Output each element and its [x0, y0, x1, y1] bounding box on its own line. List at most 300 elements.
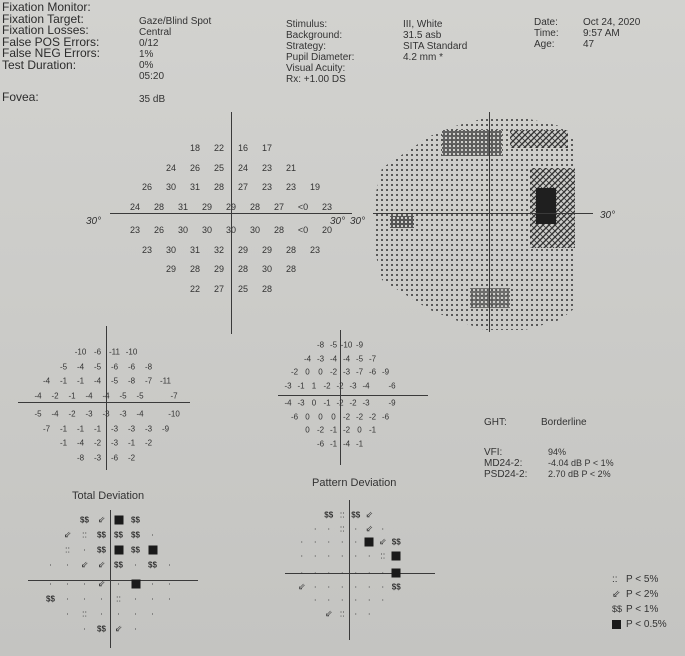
param-value-1: Central — [139, 27, 172, 38]
pattern-dev-cell: -2 — [316, 425, 325, 435]
total-dev-cell: -5 — [93, 362, 102, 371]
normal-dot-icon: · — [100, 593, 103, 604]
pattern-dev-cell: -6 — [316, 439, 325, 448]
normal-dot-icon: · — [83, 593, 86, 604]
total-dev-cell: -6 — [93, 347, 102, 357]
total-dev-cell: -2 — [93, 438, 102, 448]
threshold-cell: 28 — [261, 283, 273, 294]
threshold-cell: <0 — [297, 201, 309, 212]
threshold-cell: 24 — [165, 162, 177, 173]
total-dev-cell: -2 — [68, 409, 76, 419]
normal-dot-icon: · — [327, 550, 331, 560]
date-label-1: Time: — [534, 28, 559, 39]
dots-symbol-icon: :: — [612, 574, 618, 585]
normal-dot-icon: · — [340, 550, 344, 560]
normal-dot-icon: · — [134, 559, 137, 570]
total-dev-cell: -4 — [51, 409, 59, 419]
normal-dot-icon: · — [300, 536, 304, 547]
p05-square-icon — [392, 551, 401, 560]
normal-dot-icon: · — [367, 608, 371, 618]
date-label-0: Date: — [534, 17, 558, 28]
pattern-dev-cell: -7 — [355, 367, 364, 377]
normal-dot-icon: · — [354, 550, 358, 560]
p05-square-icon — [148, 546, 157, 555]
total-dev-cell: -11 — [160, 376, 171, 386]
pattern-dev-cell: -1 — [329, 439, 338, 448]
total-dev-cell: -3 — [127, 424, 136, 433]
pattern-dev-cell: -2 — [336, 381, 344, 390]
total-dev-cell: -3 — [110, 424, 119, 433]
p2-arrow-icon: ⇙ — [97, 514, 106, 525]
total-dev-cell: -2 — [127, 453, 136, 462]
pattern-prob-h-axis — [285, 573, 435, 574]
normal-dot-icon: · — [151, 608, 154, 619]
threshold-cell: 29 — [225, 201, 237, 212]
total-dev-cell: -5 — [119, 391, 127, 400]
date-value-0: Oct 24, 2020 — [583, 17, 641, 28]
normal-dot-icon: · — [134, 593, 137, 604]
normal-dot-icon: · — [66, 608, 69, 619]
threshold-cell: 28 — [285, 244, 297, 255]
threshold-cell: 24 — [237, 162, 249, 173]
normal-dot-icon: · — [83, 544, 86, 555]
param-value-6: 35 dB — [139, 94, 166, 105]
param-value-3: 1% — [139, 49, 154, 60]
pattern-dev-cell: -4 — [284, 398, 292, 408]
total-dev-cell: -7 — [42, 424, 51, 433]
total-dev-cell: -10 — [125, 347, 138, 357]
stim-label-0: Stimulus: — [286, 19, 328, 30]
date-label-2: Age: — [534, 39, 555, 50]
param-label-2: Fixation Losses: — [2, 23, 89, 37]
param-value-2: 0/12 — [139, 38, 159, 49]
pattern-dev-cell: -9 — [388, 398, 396, 408]
grayscale-v-axis — [489, 112, 490, 332]
pattern-dev-cell: -1 — [368, 425, 377, 435]
legend-p2: ⇙ P < 2% — [612, 589, 659, 600]
total-dev-cell: -3 — [144, 424, 153, 433]
threshold-deg-right: 30° — [330, 216, 346, 227]
threshold-cell: 28 — [237, 264, 249, 274]
normal-dot-icon: · — [134, 608, 137, 619]
total-dev-cell: -7 — [144, 376, 153, 386]
total-dev-cell: -1 — [127, 438, 136, 448]
p2-arrow-icon: ⇙ — [63, 529, 72, 540]
total-dev-cell: -4 — [76, 438, 85, 448]
p1-cross-icon: $$ — [351, 510, 361, 520]
grayscale-deg-left: 30° — [350, 216, 366, 227]
pattern-dev-cell: -4 — [362, 381, 370, 390]
total-dev-cell: -1 — [59, 376, 68, 386]
param-label-5: Test Duration: — [2, 57, 77, 72]
normal-dot-icon: · — [151, 529, 154, 540]
param-label-0: Fixation Monitor: — [2, 0, 91, 14]
ght-value: Borderline — [541, 417, 587, 428]
pattern-dev-cell: 0 — [305, 412, 310, 421]
p2-arrow-icon: ⇙ — [114, 623, 123, 634]
p1-cross-icon: $$ — [80, 515, 89, 525]
pattern-dev-cell: -2 — [349, 398, 357, 408]
param-value-5: 05:20 — [139, 71, 165, 82]
p1-cross-icon: $$ — [391, 537, 401, 547]
threshold-cell: 32 — [213, 244, 225, 255]
total-dev-cell: -5 — [34, 409, 42, 419]
total-dev-cell: -4 — [93, 376, 102, 386]
ght-label: GHT: — [484, 417, 507, 428]
p1-cross-icon: $$ — [324, 510, 334, 520]
pattern-dev-cell: 0 — [305, 425, 310, 435]
pattern-dev-cell: -3 — [297, 398, 305, 408]
threshold-cell: 23 — [141, 244, 153, 255]
pattern-dev-cell: -1 — [329, 425, 338, 435]
p1-cross-icon: $$ — [46, 594, 55, 604]
total-dev-cell: -3 — [102, 409, 110, 419]
threshold-cell: 31 — [177, 201, 189, 212]
arrow-symbol-icon: ⇙ — [612, 589, 621, 600]
pattern-dev-cell: -8 — [316, 340, 325, 350]
total-dev-cell: -8 — [76, 453, 85, 462]
index-value-2: 2.70 dB P < 2% — [548, 469, 611, 479]
normal-dot-icon: · — [367, 567, 371, 578]
normal-dot-icon: · — [354, 536, 358, 547]
total-dev-cell: -3 — [119, 409, 127, 419]
total-dev-cell: -10 — [168, 409, 180, 419]
threshold-cell: 30 — [225, 225, 237, 235]
param-value-0: Gaze/Blind Spot — [139, 16, 212, 27]
threshold-cell: 28 — [249, 201, 261, 212]
total-dev-cell: -1 — [59, 438, 68, 448]
threshold-cell: 30 — [201, 225, 213, 235]
pattern-dev-cell: -5 — [355, 354, 364, 363]
stim-value-3: 4.2 mm * — [403, 52, 444, 63]
param-label-6: Fovea: — [2, 90, 39, 104]
threshold-cell: 28 — [189, 264, 201, 274]
threshold-cell: 29 — [261, 244, 273, 255]
pattern-dev-cell: -4 — [303, 354, 312, 363]
p1-cross-icon: $$ — [114, 560, 123, 570]
param-label-4: False NEG Errors: — [2, 46, 101, 60]
pattern-dev-cell: -10 — [340, 340, 353, 350]
pattern-dev-h-axis — [278, 395, 428, 396]
pattern-dev-cell: -3 — [349, 381, 357, 390]
grayscale-deg-right: 30° — [600, 210, 616, 221]
normal-dot-icon: · — [327, 523, 331, 533]
total-dev-cell: -1 — [76, 376, 85, 386]
pattern-dev-cell: -5 — [329, 340, 338, 350]
total-dev-cell: -3 — [85, 409, 93, 419]
normal-dot-icon: · — [354, 567, 358, 578]
p2-arrow-icon: ⇙ — [324, 608, 333, 618]
normal-dot-icon: · — [381, 594, 385, 605]
pattern-dev-cell: -9 — [355, 340, 364, 350]
threshold-cell: 27 — [273, 201, 285, 212]
threshold-cell: 30 — [249, 225, 261, 235]
normal-dot-icon: · — [117, 608, 120, 619]
normal-dot-icon: · — [313, 523, 317, 533]
pattern-dev-cell: -2 — [368, 412, 377, 421]
threshold-cell: 23 — [261, 162, 273, 173]
threshold-cell: 17 — [261, 143, 273, 153]
total-dev-cell: -4 — [136, 409, 144, 419]
threshold-cell: 23 — [261, 182, 273, 192]
threshold-cell: 30 — [177, 225, 189, 235]
legend-p05: P < 0.5% — [612, 619, 667, 630]
date-value-2: 47 — [583, 39, 595, 50]
pattern-dev-cell: -1 — [355, 439, 364, 448]
normal-dot-icon: · — [340, 567, 344, 578]
index-value-1: -4.04 dB P < 1% — [548, 458, 614, 468]
pattern-dev-cell: -6 — [290, 412, 299, 421]
total-dev-cell: -8 — [127, 376, 136, 386]
total-dev-cell: -3 — [93, 453, 102, 462]
threshold-cell: 31 — [189, 182, 201, 192]
threshold-cell: 23 — [285, 182, 297, 192]
pattern-deviation-title: Pattern Deviation — [312, 477, 397, 489]
p5-dots-icon: :: — [339, 523, 345, 533]
p05-square-icon — [365, 538, 374, 547]
threshold-cell: 23 — [321, 201, 333, 212]
total-dev-cell: -1 — [93, 424, 102, 433]
total-dev-h-axis — [18, 402, 190, 403]
threshold-cell: 26 — [189, 162, 201, 173]
normal-dot-icon: · — [300, 567, 304, 578]
stim-label-2: Strategy: — [286, 41, 327, 52]
pattern-dev-cell: -3 — [362, 398, 370, 408]
stim-label-4: Visual Acuity: — [286, 63, 346, 74]
total-dev-cell: -11 — [109, 347, 120, 357]
total-dev-cell: -6 — [110, 453, 119, 462]
stim-value-2: SITA Standard — [403, 41, 468, 52]
total-dev-cell: -5 — [110, 376, 119, 386]
param-label-1: Fixation Target: — [2, 11, 84, 26]
p05-square-icon — [114, 546, 123, 555]
threshold-cell: 19 — [309, 182, 321, 192]
normal-dot-icon: · — [168, 593, 171, 604]
threshold-deg-left: 30° — [86, 216, 102, 227]
threshold-cell: 23 — [309, 244, 321, 255]
p1-cross-icon: $$ — [97, 530, 106, 540]
normal-dot-icon: · — [83, 578, 86, 589]
pattern-dev-cell: -1 — [323, 398, 331, 408]
threshold-cell: 26 — [141, 182, 153, 192]
pattern-dev-cell: -9 — [381, 367, 390, 377]
normal-dot-icon: · — [381, 523, 385, 533]
threshold-cell: <0 — [297, 225, 309, 235]
p1-cross-icon: $$ — [148, 560, 157, 570]
threshold-cell: 29 — [201, 201, 213, 212]
threshold-cell: 28 — [213, 182, 225, 192]
normal-dot-icon: · — [327, 567, 331, 578]
total-dev-cell: -4 — [42, 376, 51, 386]
pattern-prob-v-axis — [349, 500, 350, 640]
normal-dot-icon: · — [83, 623, 86, 634]
p5-dots-icon: :: — [339, 608, 345, 618]
p1-cross-icon: $$ — [391, 582, 401, 591]
cross-symbol-icon: $$ — [612, 604, 623, 614]
normal-dot-icon: · — [367, 550, 371, 560]
threshold-cell: 26 — [153, 225, 165, 235]
total-dev-cell: -5 — [136, 391, 144, 400]
normal-dot-icon: · — [66, 593, 69, 604]
p2-arrow-icon: ⇙ — [97, 559, 106, 570]
threshold-cell: 30 — [165, 182, 177, 192]
total-dev-cell: -4 — [34, 391, 42, 400]
index-label-0: VFI: — [484, 447, 503, 458]
p5-dots-icon: :: — [380, 550, 386, 560]
threshold-cell: 30 — [165, 244, 177, 255]
threshold-cell: 28 — [153, 201, 165, 212]
total-dev-cell: -6 — [110, 362, 119, 371]
p2-arrow-icon: ⇙ — [80, 559, 89, 570]
threshold-cell: 20 — [321, 225, 333, 235]
total-dev-cell: -9 — [161, 424, 170, 433]
date-value-1: 9:57 AM — [583, 28, 620, 39]
pattern-dev-cell: -7 — [368, 354, 377, 363]
total-dev-cell: -1 — [76, 424, 85, 433]
normal-dot-icon: · — [313, 567, 317, 578]
total-dev-cell: -4 — [76, 362, 85, 371]
normal-dot-icon: · — [151, 578, 154, 589]
p5-dots-icon: :: — [81, 608, 88, 619]
threshold-cell: 24 — [129, 201, 141, 212]
pattern-dev-cell: -2 — [342, 425, 351, 435]
normal-dot-icon: · — [151, 593, 154, 604]
p2-arrow-icon: ⇙ — [297, 581, 306, 591]
normal-dot-icon: · — [381, 567, 385, 578]
p2-arrow-icon: ⇙ — [378, 536, 387, 547]
total-dev-cell: -2 — [51, 391, 59, 400]
pattern-dev-cell: -2 — [290, 367, 299, 377]
pattern-dev-cell: 0 — [318, 367, 323, 377]
normal-dot-icon: · — [327, 581, 331, 591]
normal-dot-icon: · — [49, 559, 52, 570]
total-dev-cell: -2 — [144, 438, 153, 448]
normal-dot-icon: · — [367, 594, 371, 605]
threshold-cell: 31 — [189, 244, 201, 255]
normal-dot-icon: · — [340, 594, 344, 605]
threshold-cell: 18 — [189, 143, 201, 153]
pattern-dev-cell: 0 — [331, 412, 336, 421]
total-dev-cell: -4 — [85, 391, 93, 400]
stim-label-3: Pupil Diameter: — [286, 52, 355, 63]
p1-cross-icon: $$ — [97, 545, 106, 555]
p5-dots-icon: :: — [339, 509, 345, 520]
p05-square-icon — [114, 516, 123, 525]
threshold-v-axis — [231, 112, 232, 334]
normal-dot-icon: · — [327, 594, 331, 605]
normal-dot-icon: · — [66, 559, 69, 570]
pattern-dev-cell: 0 — [357, 425, 362, 435]
p5-dots-icon: :: — [115, 593, 122, 604]
p2-arrow-icon: ⇙ — [365, 509, 374, 520]
pattern-dev-cell: -6 — [381, 412, 390, 421]
pattern-dev-cell: -6 — [388, 381, 396, 390]
threshold-cell: 22 — [189, 283, 201, 294]
pattern-dev-v-axis — [340, 330, 341, 465]
pattern-dev-cell: -6 — [368, 367, 377, 377]
square-symbol-icon — [612, 620, 621, 629]
threshold-cell: 16 — [237, 143, 249, 153]
threshold-cell: 25 — [213, 162, 225, 173]
normal-dot-icon: · — [354, 594, 358, 605]
pattern-dev-cell: 0 — [305, 367, 310, 377]
normal-dot-icon: · — [134, 623, 137, 634]
threshold-cell: 25 — [237, 283, 249, 294]
grayscale-h-axis — [373, 213, 593, 214]
normal-dot-icon: · — [49, 578, 52, 589]
pattern-dev-cell: -4 — [329, 354, 338, 363]
threshold-cell: 28 — [273, 225, 285, 235]
index-value-0: 94% — [548, 447, 567, 457]
total-dev-cell: -1 — [59, 424, 68, 433]
legend-p5: :: P < 5% — [612, 574, 659, 585]
normal-dot-icon: · — [340, 581, 344, 591]
normal-dot-icon: · — [168, 559, 171, 570]
total-dev-cell: -3 — [110, 438, 119, 448]
total-prob-h-axis — [28, 580, 198, 581]
normal-dot-icon: · — [313, 581, 317, 591]
normal-dot-icon: · — [313, 536, 317, 547]
threshold-cell: 29 — [213, 264, 225, 274]
pattern-dev-cell: -2 — [323, 381, 331, 390]
normal-dot-icon: · — [300, 550, 304, 560]
p1-cross-icon: $$ — [131, 530, 140, 540]
stim-label-1: Background: — [286, 30, 343, 41]
p05-square-icon — [131, 580, 140, 589]
normal-dot-icon: · — [313, 594, 317, 605]
total-dev-cell: -8 — [144, 362, 153, 371]
index-label-1: MD24-2: — [484, 458, 523, 469]
pattern-dev-cell: -1 — [297, 381, 305, 390]
pattern-dev-cell: -3 — [316, 354, 325, 363]
p1-cross-icon: $$ — [131, 545, 140, 555]
total-dev-cell: -6 — [127, 362, 136, 371]
normal-dot-icon: · — [354, 581, 358, 591]
total-prob-v-axis — [110, 510, 111, 648]
pattern-dev-cell: -2 — [329, 367, 338, 377]
p5-dots-icon: :: — [81, 529, 88, 540]
threshold-cell: 29 — [165, 264, 177, 274]
normal-dot-icon: · — [168, 578, 171, 589]
pattern-dev-cell: -3 — [342, 367, 351, 377]
total-dev-cell: -10 — [74, 347, 87, 357]
normal-dot-icon: · — [66, 578, 69, 589]
normal-dot-icon: · — [327, 536, 331, 547]
pattern-dev-cell: -2 — [355, 412, 364, 421]
total-dev-cell: -4 — [102, 391, 110, 400]
normal-dot-icon: · — [381, 581, 385, 591]
threshold-cell: 21 — [285, 162, 297, 173]
grayscale-map — [360, 108, 670, 338]
total-dev-cell: -5 — [59, 362, 68, 371]
normal-dot-icon: · — [340, 536, 344, 547]
param-label-3: False POS Errors: — [2, 34, 100, 49]
total-deviation-title: Total Deviation — [72, 490, 145, 502]
total-dev-cell: -7 — [170, 391, 178, 400]
pattern-dev-cell: 0 — [318, 412, 323, 421]
p1-cross-icon: $$ — [114, 530, 123, 540]
pattern-dev-cell: -2 — [336, 398, 344, 408]
total-dev-cell: -1 — [68, 391, 76, 400]
threshold-cell: 22 — [213, 143, 225, 153]
threshold-cell: 23 — [129, 225, 141, 235]
threshold-cell: 28 — [285, 264, 297, 274]
normal-dot-icon: · — [313, 550, 317, 560]
threshold-cell: 29 — [237, 244, 249, 255]
index-label-2: PSD24-2: — [484, 469, 528, 480]
param-value-4: 0% — [139, 60, 154, 71]
normal-dot-icon: · — [354, 608, 358, 618]
